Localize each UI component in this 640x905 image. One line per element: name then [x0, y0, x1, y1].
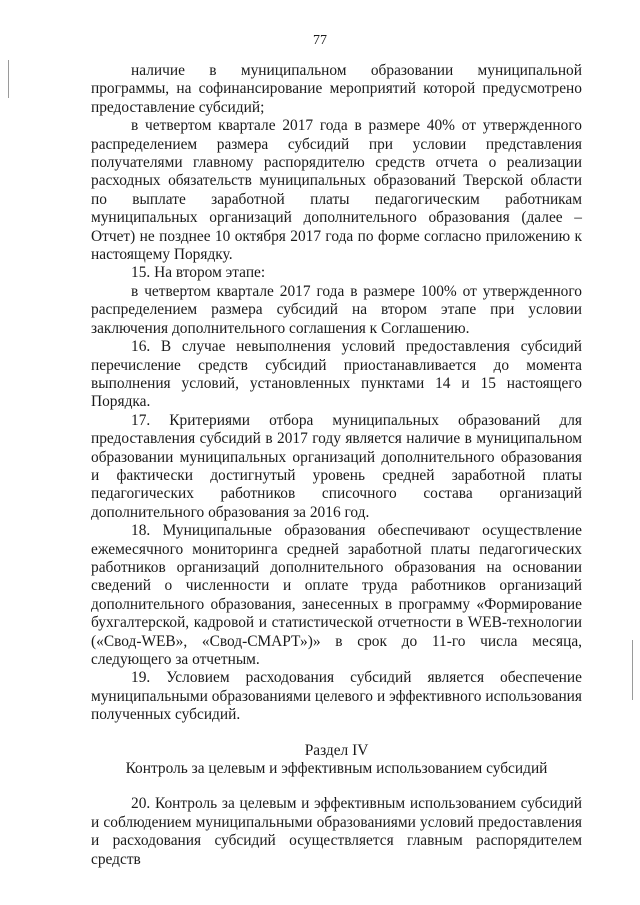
paragraph-fourth-quarter-100: в четвертом квартале 2017 года в размере 100% от утвержденного распределением размера субсидий на втором этапе при условии заключения дополнительного соглашения к Соглашению. — [91, 282, 582, 337]
section-number: Раздел IV — [304, 741, 369, 759]
paragraph-item-17: 17. Критериями отбора муниципальных образований для предоставления субсидий в 2017 году является наличие в муниципальном образовании муниципальных организаций дополнительного образования и фактически достигнутый уровень средней заработной платы педагогических работников списочного состава организаций дополнительного образования за 2016 год. — [91, 411, 582, 521]
section-title: Контроль за целевым и эффективным использованием субсидий — [125, 760, 548, 778]
scan-edge-mark — [632, 640, 633, 700]
paragraph-item-20: 20. Контроль за целевым и эффективным использованием субсидий и соблюдением муниципальными образованиями условий предоставления и расходования субсидий осуществляется главным распорядителем средств — [91, 795, 582, 868]
paragraph-item-19: 19. Условием расходования субсидий является обеспечение муниципальными образованиями целевого и эффективного использования полученных субсидий. — [91, 669, 582, 724]
paragraph-program-condition: наличие в муниципальном образовании муниципальной программы, на софинансирование мероприятий которой предусмотрено предоставление субсидий; — [91, 62, 582, 116]
document-body — [91, 62, 582, 869]
paragraph-item-16: 16. В случае невыполнения условий предоставления субсидий перечисление средств субсидий приостанавливается до момента выполнения условий, установленных пунктами 14 и 15 настоящего Порядка. — [91, 338, 582, 411]
scan-edge-mark — [8, 60, 9, 98]
paragraph-item-18: 18. Муниципальные образования обеспечивают осуществление ежемесячного мониторинга средней заработной платы педагогических работников организаций дополнительного образования на основании сведений о численности и оплате труда работников организаций дополнительного образования, занесенных в программу «Формирование бухгалтерской, кадровой и статистической отчетности в WEB-технологии («Свод-WEB», «Свод-СМАРТ»)» в срок до 11-го числа месяца, следующего за отчетным. — [91, 522, 582, 668]
paragraph-item-15: 15. На втором этапе: — [131, 264, 266, 282]
page-number: 77 — [313, 33, 327, 48]
paragraph-fourth-quarter-40: в четвертом квартале 2017 года в размере 40% от утвержденного распределением размера субсидий при условии представления получателями главному распорядителю средств отчета о реализации расходных обязательств муниципальных образований Тверской области по выплате заработной платы педагогическим работникам муниципальных организаций дополнительного образования (далее – Отчет) не позднее 10 октября 2017 года по форме согласно приложению к настоящему Порядку. — [91, 117, 582, 264]
